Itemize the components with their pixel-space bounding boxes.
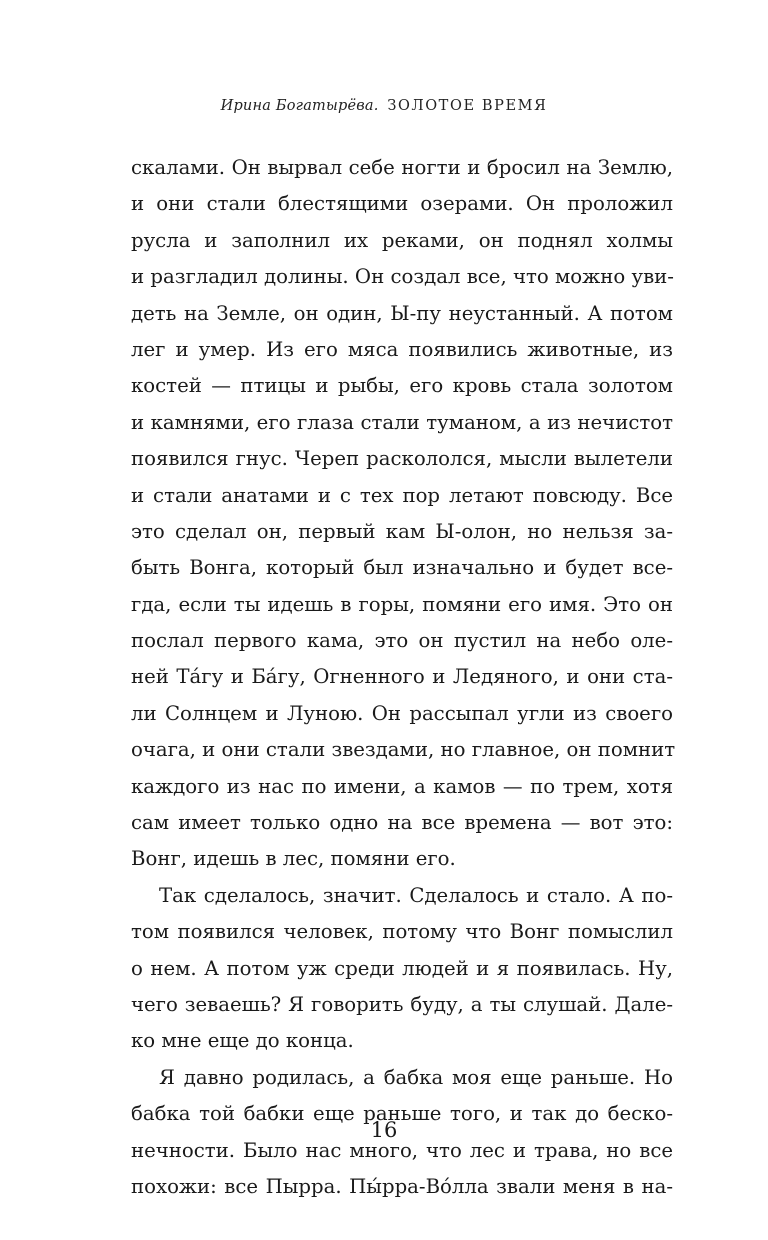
page-number: 16 (370, 1118, 398, 1142)
text-line: том появился человек, потому что Вонг помыслил (131, 920, 673, 944)
running-head-book-title: ЗОЛОТОЕ ВРЕМЯ (387, 98, 548, 114)
text-line: Вонг, идешь в лес, помяни его. (131, 847, 456, 871)
text-line: появился гнус. Череп раскололся, мысли вылетели (131, 447, 673, 471)
body-text (131, 150, 676, 1205)
text-line: русла и заполнил их реками, он поднял холмы (131, 228, 673, 252)
text-line: ней Та́гу и Ба́гу, Огненного и Ледяного, и они ста- (131, 665, 673, 689)
running-head (0, 98, 768, 114)
text-line: нечности. Было нас много, что лес и трава, но все (131, 1138, 673, 1162)
running-head-author: Ирина Богатырёва. (220, 98, 379, 114)
text-line: и камнями, его глаза стали туманом, а из нечистот (131, 410, 673, 434)
text-line: Так сделалось, значит. Сделалось и стало. А по- (159, 883, 673, 907)
text-line: лег и умер. Из его мяса появились животные, из (131, 337, 673, 361)
text-line: чего зеваешь? Я говорить буду, а ты слушай. Дале- (131, 992, 673, 1016)
text-line: ко мне еще до конца. (131, 1029, 354, 1053)
text-line: Я давно родилась, а бабка моя еще раньше. Но (159, 1065, 673, 1089)
text-line: костей — птицы и рыбы, его кровь стала золотом (131, 374, 673, 398)
text-line: и стали анатами и с тех пор летают повсюду. Все (131, 483, 673, 507)
text-line: похожи: все Пырра. Пы́рра-Во́лла звали меня в на- (131, 1174, 673, 1198)
text-line: ли Солнцем и Луною. Он рассыпал угли из своего (131, 701, 673, 725)
text-line: послал первого кама, это он пустил на небо оле- (131, 629, 673, 653)
text-line: каждого из нас по имени, а камов — по трем, хотя (131, 774, 673, 798)
text-line: гда, если ты идешь в горы, помяни его имя. Это он (131, 592, 673, 616)
text-line: быть Вонга, который был изначально и будет все- (131, 556, 673, 580)
text-line: скалами. Он вырвал себе ногти и бросил на Землю, (131, 156, 673, 179)
text-line: и разгладил долины. Он создал все, что можно уви- (131, 265, 674, 289)
text-line: сам имеет только одно на все времена — вот это: (131, 811, 673, 835)
text-line: бабка той бабки еще раньше того, и так до беско- (131, 1102, 673, 1126)
text-line: это сделал он, первый кам Ы-олон, но нельзя за- (131, 519, 673, 543)
text-line: и они стали блестящими озерами. Он проложил (131, 192, 673, 216)
text-line: деть на Земле, он один, Ы-пу неустанный. А потом (131, 301, 673, 325)
text-line: о нем. А потом уж среди людей и я появилась. Ну, (131, 956, 673, 980)
text-line: очага, и они стали звездами, но главное, он помнит (131, 738, 676, 762)
